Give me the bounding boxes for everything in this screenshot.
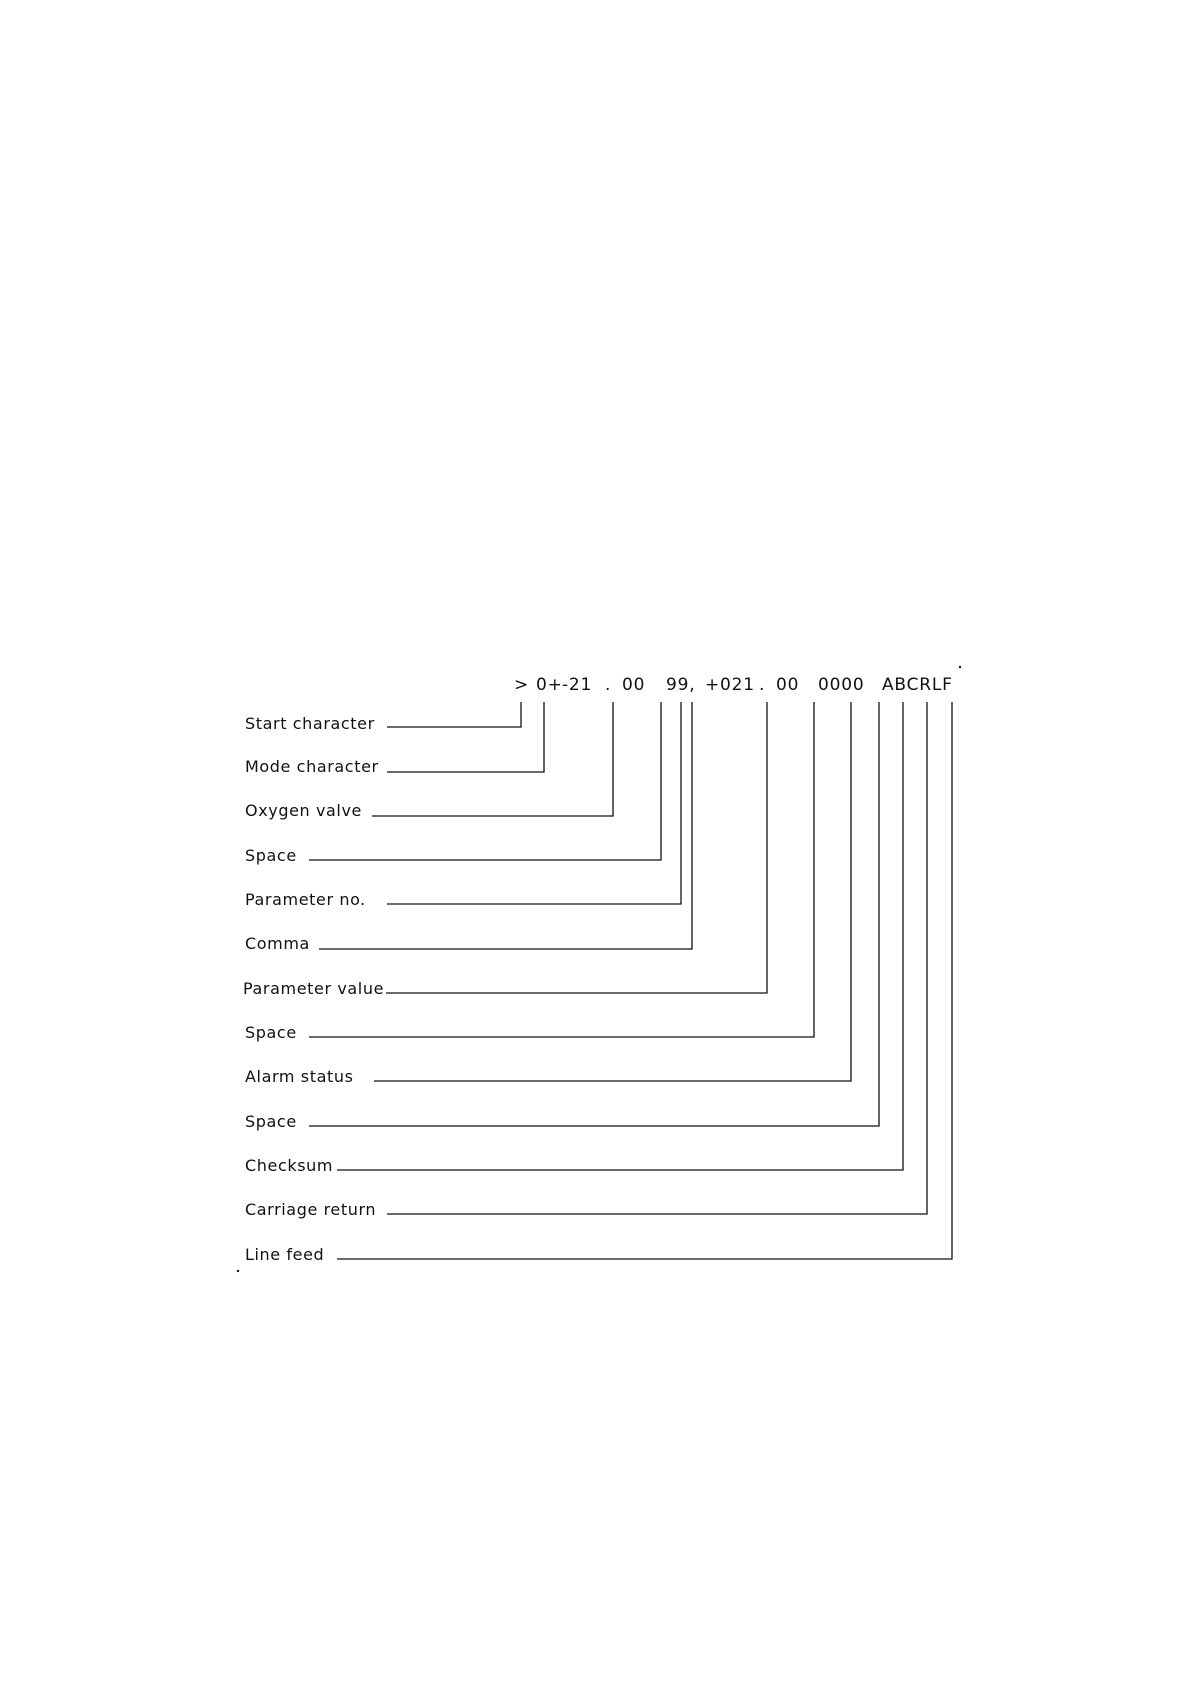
label-carriage-return: Carriage return	[245, 1200, 377, 1219]
label-comma: Comma	[245, 934, 310, 953]
leader-carriage-return	[387, 702, 927, 1214]
code-segment-oxygen-value: -21	[562, 675, 593, 695]
code-segment-alarm-status: 0000	[818, 675, 865, 695]
label-alarm-status: Alarm status	[245, 1067, 354, 1086]
code-segment-start: >	[514, 675, 530, 695]
code-segment-decimal-point: .	[605, 675, 612, 695]
code-segment-oxygen-decimals: 00	[622, 675, 646, 695]
leader-space-3	[309, 702, 879, 1126]
label-oxygen-valve: Oxygen valve	[245, 801, 362, 820]
label-parameter-no: Parameter no.	[245, 890, 366, 909]
leader-comma	[319, 702, 692, 949]
code-segment-decimal-point: .	[759, 675, 766, 695]
label-space-3: Space	[245, 1112, 297, 1131]
registration-dot-bottom-left	[237, 1270, 239, 1272]
label-space-1: Space	[245, 846, 297, 865]
label-parameter-value: Parameter value	[243, 979, 385, 998]
leader-lines	[309, 702, 952, 1259]
registration-dot-top-right	[959, 666, 961, 668]
code-segment-parameter-decimals: 00	[776, 675, 800, 695]
label-line-feed: Line feed	[245, 1245, 325, 1264]
code-segment-checksum-crlf: ABCRLF	[882, 675, 953, 695]
leader-space-2	[309, 702, 814, 1037]
code-segment-mode: 0+	[536, 675, 563, 695]
leader-parameter-no	[387, 702, 681, 904]
leader-line-feed	[337, 702, 952, 1259]
label-start-character: Start character	[245, 714, 375, 733]
message-string	[514, 675, 953, 695]
code-segment-parameter-value: +021	[705, 675, 755, 695]
leader-start-character	[387, 702, 521, 727]
field-labels	[243, 714, 384, 1264]
label-mode-character: Mode character	[245, 757, 379, 776]
leader-oxygen-valve	[372, 702, 613, 816]
code-segment-parameter-no: 99,	[666, 675, 696, 695]
label-checksum: Checksum	[245, 1156, 334, 1175]
label-space-2: Space	[245, 1023, 297, 1042]
